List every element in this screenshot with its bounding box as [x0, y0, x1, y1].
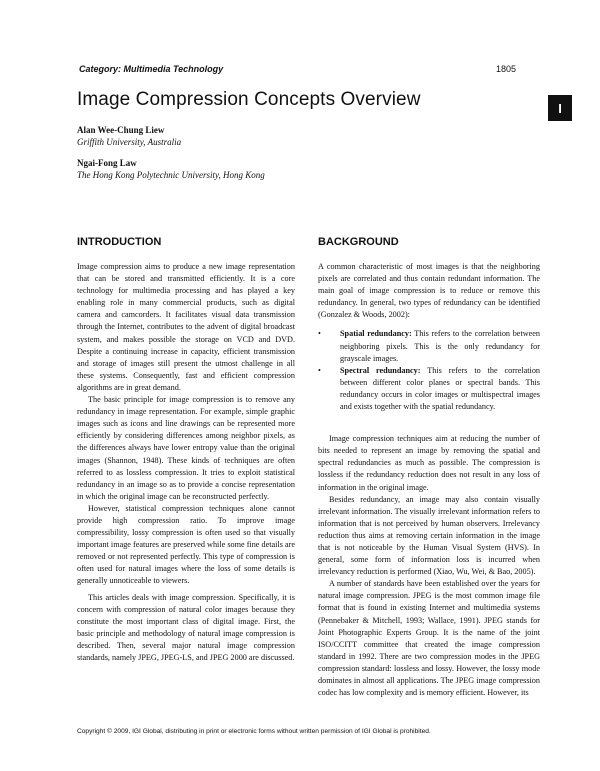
bullet-marker: • [318, 365, 321, 375]
body-paragraph: Besides redundancy, an image may also contain visually irrelevant information. The visually irrelevant information refers to information that is not perceived by human observers. Irrelevancy reduction thus aims at removing certain information in the image that is not noticeable by the Human Visual System (HVS). In general, some form of information loss is incurred when irrelevancy reduction is performed (Xiao, Wu, Wei, & Bao, 2005). [318, 494, 540, 577]
list-item-text: This refers to the correlation between different color planes or spectral bands. This redundancy occurs in color images or multispectral images and exists together with the spatial redundancy. [340, 365, 541, 412]
body-paragraph: Image compression techniques aim at reducing the number of bits needed to represent an image by removing the spatial and spectral redundancies as much as possible. The compression is lossless if the redundancy reduction does not result in any loss of information in the original image. [318, 434, 540, 492]
body-paragraph: A number of standards have been established over the years for natural image compression. JPEG is the most common image file format that is found in existing Internet and multimedia systems (Pennebaker & Mitchell, 1993; Wallace, 1991). JPEG stands for Joint Photographic Experts Group. It is the name of the joint ISO/CCITT committee that created the image compression standard in 1992. There are two compression modes in the JPEG compression standard: lossless and lossy. However, the lossy mode dominates in almost all applications. The JPEG image compression codec has low complexity and is memory efficient. However, its [318, 579, 540, 698]
body-paragraph: Image compression aims to produce a new image representation that can be stored and transmitted efficiently. It is a core technology for multimedia processing and has played a key enabling role in many commercial products, such as digital camera and camcorders. It facilitates visual data transmission through the Internet, contributes to the advent of digital broadcast system, and makes possible the storage on VCD and DVD. Despite a continuing increase in capacity, efficient transmission and storage of images still present the utmost challenge in all these systems. Consequently, fast and efficient compression algorithms are in great demand. [77, 262, 295, 392]
background-column [318, 236, 540, 699]
body-paragraph: A common characteristic of most images is that the neighboring pixels are correlated and thus contain redundant information. The main goal of image compression is to reduce or remove this redundancy. In general, two types of redundancy can be identified (Gonzalez & Woods, 2002): [318, 262, 540, 320]
list-item-text: This refers to the correlation between neighboring pixels. This is the only redundancy for grayscale images. [340, 329, 540, 363]
list-item-term: Spatial redundancy: [340, 329, 412, 339]
body-paragraph: However, statistical compression techniques alone cannot provide high compression ratio. To improve image compressibility, lossy compression is often used so that visually important image features are preserved while some fine details are removed or not represented perfectly. This type of compression is often used for natural images where the loss of some details is generally unnoticeable to viewers. [77, 503, 295, 586]
list-item [318, 328, 540, 364]
redundancy-list [318, 328, 540, 413]
list-item-term: Spectral redundancy: [340, 365, 421, 375]
list-item [318, 365, 540, 413]
introduction-column [77, 236, 295, 664]
background-heading: BACKGROUND [318, 236, 399, 248]
page-number: 1805 [496, 64, 517, 74]
article-title: Image Compression Concepts Overview [77, 89, 421, 110]
author-name: Ngai-Fong Law [77, 158, 137, 168]
introduction-heading: INTRODUCTION [77, 236, 162, 248]
author-name: Alan Wee-Chung Liew [77, 125, 165, 135]
running-header-category: Category: Multimedia Technology [79, 64, 224, 74]
section-tab: I [548, 95, 572, 121]
copyright-footer: Copyright © 2009, IGI Global, distributing in print or electronic forms without written permission of IGI Global is prohibited. [77, 728, 431, 735]
body-paragraph: The basic principle for image compression is to remove any redundancy in image representation. For example, simple graphic images such as icons and line drawings can be represented more efficiently by considering differences among neighbor pixels, as the differences always have lower entropy value than the original images (Shannon, 1948). These kinds of techniques are often referred to as lossless compression. It tries to exploit statistical redundancy in an image so as to provide a concise representation in which the original image can be reconstructed perfectly. [77, 395, 295, 501]
author-affiliation: Griffith University, Australia [77, 137, 182, 147]
bullet-marker: • [318, 329, 321, 339]
body-paragraph: This articles deals with image compression. Specifically, it is concern with compression of natural color images because they constitute the most important class of digital image. First, the basic principle and methodology of natural image compression is described. Then, several major natural image compression standards, namely JPEG, JPEG-LS, and JPEG 2000 are discussed. [77, 592, 295, 662]
author-affiliation: The Hong Kong Polytechnic University, Hong Kong [77, 170, 265, 180]
